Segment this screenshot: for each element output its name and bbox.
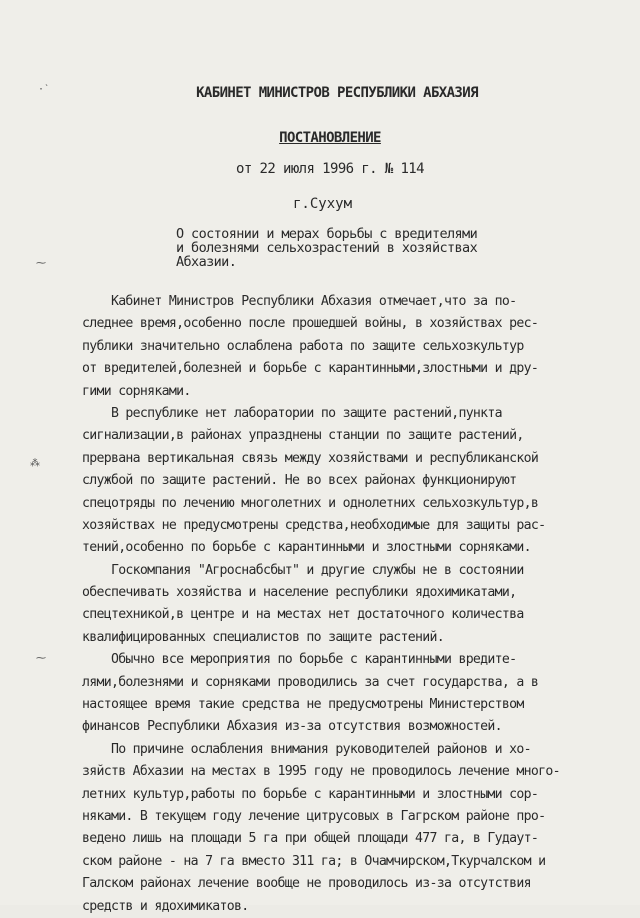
city-name: г.Сухум	[293, 196, 353, 212]
body-text-line: обеспечивать хозяйства и население республики ядохимикатами,	[82, 585, 517, 601]
decree-body-text	[82, 291, 612, 918]
cabinet-header: КАБИНЕТ МИНИСТРОВ РЕСПУБЛИКИ АБХАЗИЯ	[196, 85, 478, 101]
body-text-line: публики значительно ослаблена работа по защите сельхозкультур	[82, 338, 524, 354]
body-text-line: следнее время,особенно после прошедшей войны, в хозяйствах рес-	[82, 316, 539, 332]
body-text-line: Галском районах лечение вообще не проводилось из-за отсутствия	[82, 876, 531, 892]
decree-title: ПОСТАНОВЛЕНИЕ	[279, 130, 381, 146]
margin-mark: ⁂	[30, 458, 40, 469]
body-text-line: спецотряды по лечению многолетних и однолетних сельхозкультур,в	[82, 495, 539, 511]
body-text-line: ском районе - на 7 га вместо 311 га; в Очамчирском,Ткурчалском и	[82, 853, 546, 869]
body-text-line: прервана вертикальная связь между хозяйствами и республиканской	[82, 450, 539, 466]
decree-subject	[176, 227, 536, 269]
body-text-line: квалифицированных специалистов по защите растений.	[82, 629, 444, 645]
body-text-line: Обычно все мероприятия по борьбе с карантинными вредите-	[82, 652, 517, 668]
body-text-line: летних культур,работы по борьбе с карантинными и злостными сор-	[82, 786, 539, 802]
body-text-line: настоящее время такие средства не предусмотрены Министерством	[82, 697, 524, 713]
subject-line: и болезнями сельхозрастений в хозяйствах	[176, 240, 478, 256]
body-text-line: хозяйствах не предусмотрены средства,необходимые для защиты рас-	[82, 517, 546, 533]
subject-line: Абхазии.	[176, 254, 237, 270]
decree-date-number: от 22 июля 1996 г. № 114	[236, 161, 424, 177]
body-text-line: няками. В текущем году лечение цитрусовых в Гагрском районе про-	[82, 808, 546, 824]
body-text-line: гими сорняками.	[82, 383, 191, 399]
body-text-line: службой по защите растений. Не во всех районах функционируют	[82, 473, 517, 489]
body-text-line: В республике нет лаборатории по защите растений,пункта	[82, 405, 502, 421]
body-text-line: средств и ядохимикатов.	[82, 898, 249, 914]
body-text-line: лями,болезнями и сорняками проводились за счет государства, а в	[82, 674, 539, 690]
body-text-line: от вредителей,болезней и борьбе с карантинными,злостными и дру-	[82, 361, 539, 377]
body-text-line: зяйств Абхазии на местах в 1995 году не проводилось лечение много-	[82, 764, 560, 780]
body-text-line: спецтехникой,в центре и на местах нет достаточного количества	[82, 607, 524, 623]
margin-mark: ⁓	[36, 653, 46, 664]
margin-mark: ·ˋ	[38, 84, 51, 95]
subject-line: О состоянии и мерах борьбы с вредителями	[176, 226, 478, 242]
margin-mark: ⁓	[36, 258, 46, 269]
body-text-line: сигнализации,в районах упразднены станции по защите растений,	[82, 428, 524, 444]
body-text-line: По причине ослабления внимания руководителей районов и хо-	[82, 741, 531, 757]
body-text-line: ведено лишь на площади 5 га при общей площади 477 га, в Гудаут-	[82, 831, 539, 847]
body-text-line: тений,особенно по борьбе с карантинными и злостными сорняками.	[82, 540, 531, 556]
body-text-line: финансов Республики Абхазия из-за отсутствия возможностей.	[82, 719, 502, 735]
body-text-line: Кабинет Министров Республики Абхазия отмечает,что за по-	[82, 294, 517, 309]
body-text-line: Госкомпания "Агроснабсбыт" и другие службы не в состоянии	[82, 562, 524, 578]
